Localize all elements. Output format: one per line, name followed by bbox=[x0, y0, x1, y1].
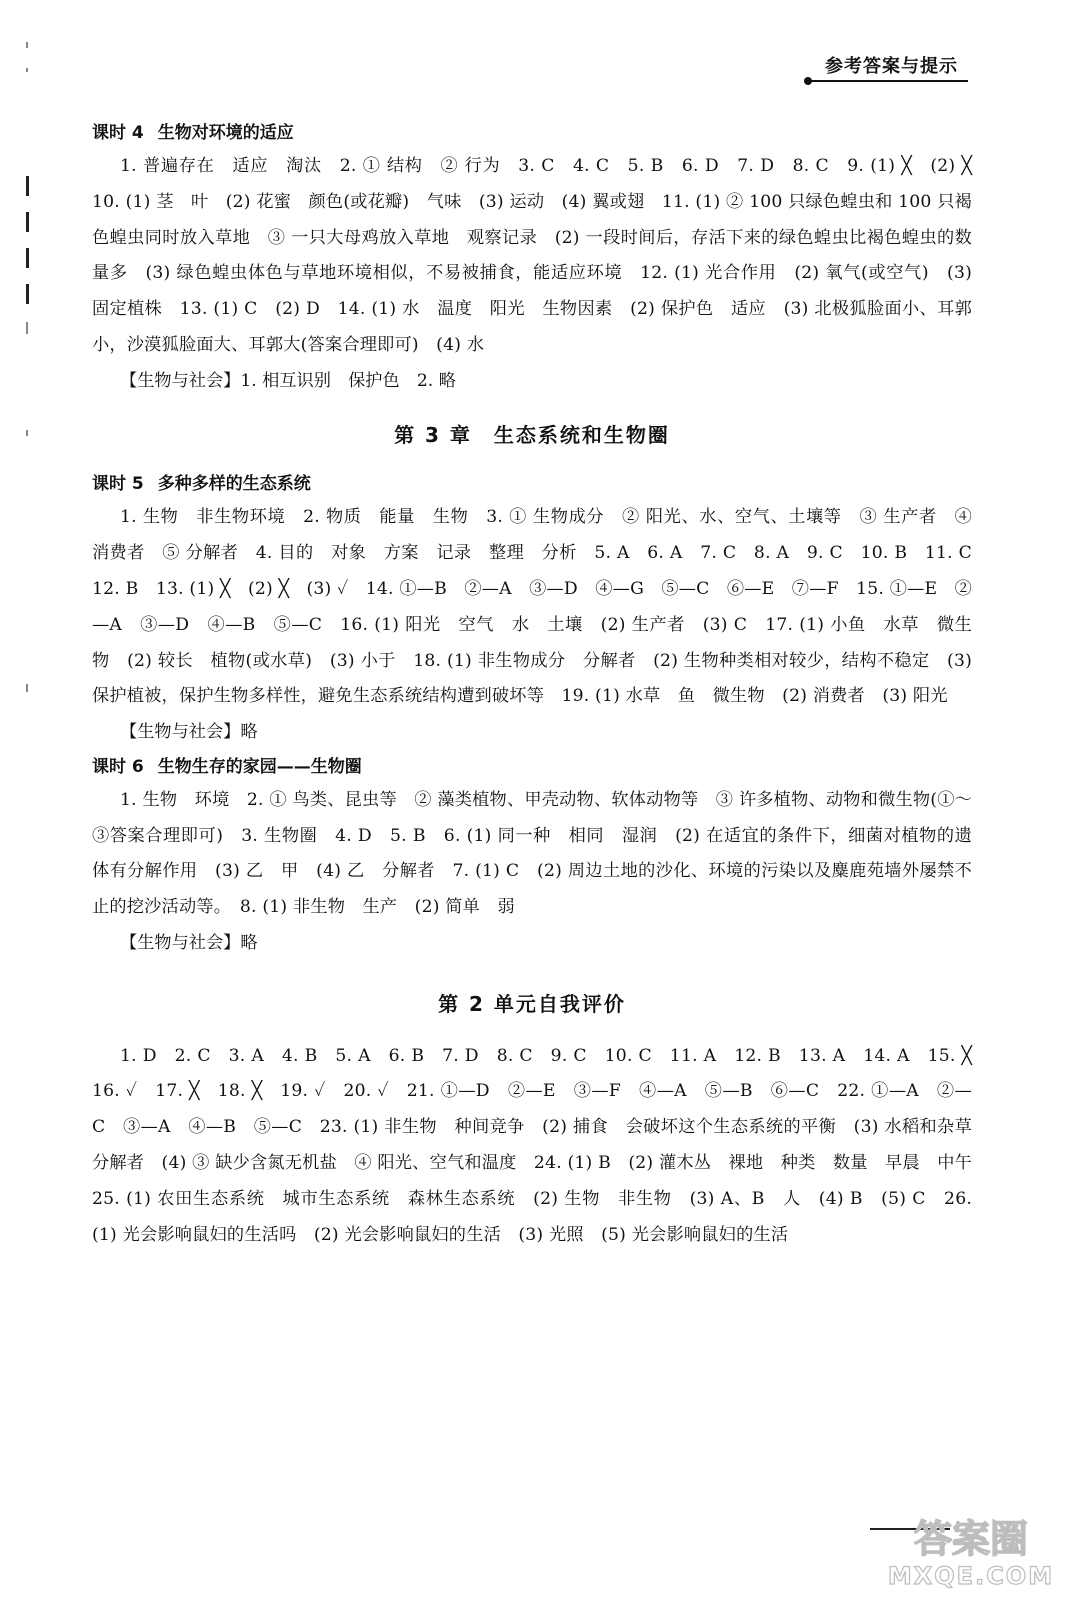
lesson-title bbox=[92, 117, 972, 149]
watermark-bottom: MXQE.COM bbox=[887, 1562, 1055, 1590]
lesson-4 bbox=[92, 117, 990, 399]
lesson-title bbox=[92, 751, 972, 783]
lesson-number: 课时 6 bbox=[92, 756, 144, 777]
margin-mark bbox=[26, 68, 28, 72]
answer-text: 1. 普遍存在 适应 淘汰 2. ① 结构 ② 行为 3. C 4. C 5. B 6. D 7. D 8. C 9. (1) ╳ (2) ╳ 10. (1) 茎 叶 (2) 花蜜 颜色(或花瓣) 气味 (3) 运动 (4) 翼或翅 11. (1) ② 100 只绿色蝗虫和 100 只褐色蝗虫同时放入草地 ③ 一只大母鸡放入草地 观察记录 (2) 一段时间后，存活下来的绿色蝗虫比褐色蝗虫的数量多 (3) 绿色蝗虫体色与草地环境相似，不易被捕食，能适应环境 12. (1) 光合作用 (2) 氧气(或空气) (3) 固定植株 13. (1) C (2) D 14. (1) 水 温度 阳光 生物因素 (2) 保护色 适应 (3) 北极狐脸面小、耳郭小，沙漠狐脸面大、耳郭大(答案合理即可) (4) 水 bbox=[92, 156, 990, 355]
lesson-number: 课时 5 bbox=[92, 474, 144, 495]
answer-text: 1. 生物 非生物环境 2. 物质 能量 生物 3. ① 生物成分 ② 阳光、水、空气、土壤等 ③ 生产者 ④ 消费者 ⑤ 分解者 4. 目的 对象 方案 记录 整理 分析 5. A 6. A 7. C 8. A 9. C 10. B 11. C 12. B 13. (1) ╳ (2) ╳ (3) ✓ 14. ①—B ②—A ③—D ④—G ⑤—C ⑥—E ⑦—F 15. ①—E ②—A ③—D ④—B ⑤—C 16. (1) 阳光 空气 水 土壤 (2) 生产者 (3) C 17. (1) 小鱼 水草 微生物 (2) 较长 植物(或水草) (3) 小于 18. (1) 非生物成分 分解者 (2) 生物种类相对较少，结构不稳定 (3) 保护植被，保护生物多样性，避免生态系统结构遭到破坏等 19. (1) 水草 鱼 微生物 (2) 消费者 (3) 阳光 bbox=[92, 507, 990, 707]
watermark-logo bbox=[876, 1512, 1066, 1590]
answer-text: 1. 生物 环境 2. ① 鸟类、昆虫等 ② 藻类植物、甲壳动物、软体动物等 ③ 许多植物、动物和微生物(①～③答案合理即可) 3. 生物圈 4. D 5. B 6. (1) 同一种 相同 湿润 (2) 在适宜的条件下，细菌对植物的遗体有分解作用 (3) 乙 甲 (4) 乙 分解者 7. (1) C (2) 周边土地的沙化、环境的污染以及麋鹿苑墙外屡禁不止的挖沙活动等。 8. (1) 非生物 生产 (2) 简单 弱 bbox=[92, 789, 972, 918]
chapter-title: 第 3 章 生态系统和生物圈 bbox=[394, 423, 670, 448]
lesson-number: 课时 4 bbox=[92, 123, 144, 143]
margin-mark bbox=[26, 42, 28, 48]
lesson-5 bbox=[92, 468, 990, 750]
lesson-title bbox=[92, 468, 972, 500]
margin-mark bbox=[26, 322, 28, 334]
society-note: 【生物与社会】1. 相互识别 保护色 2. 略 bbox=[120, 370, 456, 391]
lesson-6 bbox=[92, 751, 972, 962]
unit-review-title: 第 2 单元自我评价 bbox=[438, 991, 626, 1016]
header-title: 参考答案与提示 bbox=[825, 56, 958, 77]
lesson-name: 生物对环境的适应 bbox=[157, 123, 294, 143]
unit-review bbox=[92, 988, 990, 1254]
society-note: 【生物与社会】略 bbox=[120, 722, 258, 743]
margin-mark bbox=[26, 248, 29, 268]
margin-mark bbox=[26, 176, 29, 196]
header-rule bbox=[808, 80, 968, 82]
page-content bbox=[92, 117, 990, 1253]
margin-mark bbox=[26, 684, 28, 692]
margin-mark bbox=[26, 284, 29, 304]
margin-mark bbox=[26, 430, 28, 436]
lesson-name: 生物生存的家园——生物圈 bbox=[157, 756, 362, 777]
lesson-name: 多种多样的生态系统 bbox=[157, 474, 311, 495]
watermark-top: 答案圈 bbox=[913, 1517, 1029, 1561]
answer-text: 1. D 2. C 3. A 4. B 5. A 6. B 7. D 8. C 9. C 10. C 11. A 12. B 13. A 14. A 15. ╳ 16. ✓ 17. ╳ 18. ╳ 19. ✓ 20. ✓ 21. ①—D ②—E ③—F ④—A ⑤—B ⑥—C 22. ①—A ②—C ③—A ④—B ⑤—C 23. (1) 非生物 种间竞争 (2) 捕食 会破坏这个生态系统的平衡 (3) 水稻和杂草 分解者 (4) ③ 缺少含氮无机盐 ④ 阳光、空气和温度 24. (1) B (2) 灌木丛 裸地 种类 数量 早晨 中午 25. (1) 农田生态系统 城市生态系统 森林生态系统 (2) 生物 非生物 (3) A、B 人 (4) B (5) C 26. (1) 光会影响鼠妇的生活吗 (2) 光会影响鼠妇的生活 (3) 光照 (5) 光会影响鼠妇的生活 bbox=[92, 1045, 990, 1245]
margin-mark bbox=[26, 212, 29, 232]
society-note: 【生物与社会】略 bbox=[120, 932, 258, 953]
